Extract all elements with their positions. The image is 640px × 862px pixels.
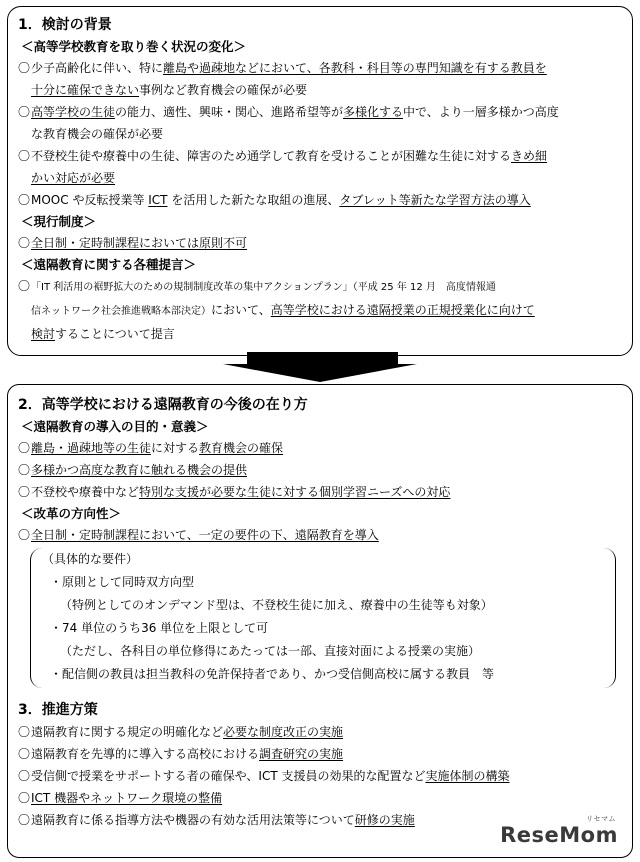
underlined-text: 全日制・定時制課程においては原則不可 (31, 236, 248, 250)
down-arrow-icon (247, 352, 398, 364)
logo-text: ReseMom (500, 823, 618, 847)
circle-bullet-icon: 〇 (18, 279, 31, 293)
circle-bullet-icon: 〇 (18, 769, 31, 783)
circle-bullet-icon: 〇 (18, 813, 31, 827)
underlined-text: きめ細 (511, 149, 548, 163)
underlined-text: タブレット等新たな学習方法の導入 (339, 193, 531, 207)
circle-bullet-icon: 〇 (18, 485, 31, 499)
text: において、 (211, 303, 271, 317)
list-item (18, 437, 624, 459)
requirement-item: ・配信側の教員は担当教科の免許保持者であり、かつ受信側高校に属する教員 等 (50, 667, 495, 681)
underlined-text: 調査研究の実施 (259, 747, 344, 761)
future-section-box (7, 384, 633, 858)
underlined-text: ICT 機器やネットワーク環境の整備 (31, 791, 223, 805)
text: （平成 25 年 12 月 高度情報通 (352, 282, 496, 293)
text: MOOC や反転授業等 (31, 193, 149, 207)
list-item (18, 145, 624, 189)
circle-bullet-icon: 〇 (18, 193, 31, 207)
list-item (18, 787, 624, 809)
circle-bullet-icon: 〇 (18, 747, 31, 761)
text: 受信側で授業をサポートする者の確保や、ICT 支援員の効果的な配置など (31, 769, 426, 783)
text: 中で、より一層多様かつ高度 (403, 105, 559, 119)
list-item (18, 232, 624, 254)
requirements-block (18, 548, 624, 694)
circle-bullet-icon: 〇 (18, 149, 31, 163)
background-section-box (7, 6, 633, 356)
requirement-item: ・74 単位のうち36 単位を上限として可 (50, 621, 269, 635)
circle-bullet-icon: 〇 (18, 236, 31, 250)
underlined-text: 離島・過疎地等の生徒 (31, 441, 152, 455)
underlined-text: 実施体制の構築 (425, 769, 510, 783)
subheading-purpose: ＜遠隔教育の導入の目的・意義＞ (21, 419, 209, 434)
requirement-note: （ただし、各科目の単位修得にあたっては一部、直接対面による授業の実施） (60, 644, 481, 658)
underlined-text: 十分に確保できない (31, 83, 140, 97)
list-item (18, 524, 624, 546)
subheading-current-system: ＜現行制度＞ (21, 214, 97, 229)
circle-bullet-icon: 〇 (18, 61, 31, 75)
list-item (18, 101, 624, 145)
section-2-title: 2．高等学校における遠隔教育の今後の在り方 (18, 397, 308, 413)
underlined-text: かい対応が必要 (31, 171, 116, 185)
underlined-text: ICT (148, 193, 168, 207)
text: の能力、適性、興味・関心、進路希望等が (115, 105, 344, 119)
text: することについて提言 (55, 327, 175, 341)
underlined-text: 離島や過疎地などにおいて、各教科・科目等の専門知識を有する教員を (163, 61, 547, 75)
underlined-text: 特別な支援が必要な生徒に対する個別学習ニーズへの対応 (139, 485, 451, 499)
underlined-text: 全日制・定時制課程において、一定の要件の下、遠隔教育を導入 (31, 528, 379, 542)
underlined-text: 検討 (31, 327, 56, 341)
text: 遠隔教育に係る指導方法や機器の有効な活用法策等について (31, 813, 355, 827)
resemom-logo (500, 815, 618, 847)
requirement-item: ・原則として同時双方向型 (50, 575, 195, 589)
text: 不登校生徒や療養中の生徒、障害のため通学して教育を受けることが困難な生徒に対する (31, 149, 512, 163)
text: に対する (151, 441, 200, 455)
section-1-title: 1．検討の背景 (18, 17, 112, 33)
list-item (18, 721, 624, 743)
text: 事例など教育機会の確保が必要 (139, 83, 308, 97)
logo-kana: リセマム (586, 815, 616, 823)
text: な教育機会の確保が必要 (31, 127, 164, 141)
section-3-title: 3．推進方策 (18, 702, 98, 718)
circle-bullet-icon: 〇 (18, 463, 31, 477)
text: を活用した新たな取組の進展、 (167, 193, 340, 207)
text: 少子高齢化に伴い、特に (31, 61, 164, 75)
underlined-text: 高等学校における遠隔授業の正規授業化に向けて (270, 303, 535, 317)
list-item (18, 481, 624, 503)
list-item (18, 275, 624, 345)
list-item (18, 743, 624, 765)
circle-bullet-icon: 〇 (18, 791, 31, 805)
text: 不登校や療養中など (31, 485, 140, 499)
text: 遠隔教育に関する規定の明確化など (31, 725, 224, 739)
list-item (18, 765, 624, 787)
list-item (18, 57, 624, 101)
arrow-head-icon (223, 364, 417, 382)
list-item (18, 459, 624, 481)
requirements-heading: （具体的な要件） (42, 552, 139, 566)
subheading-reform-direction: ＜改革の方向性＞ (21, 506, 122, 521)
requirement-note: （特例としてのオンデマンド型は、不登校生徒に加え、療養中の生徒等も対象） (60, 598, 493, 612)
underlined-text: 必要な制度改正の実施 (223, 725, 344, 739)
list-item (18, 189, 624, 211)
underlined-text: 多様かつ高度な教育に触れる機会の提供 (31, 463, 248, 477)
subheading-situation-change: ＜高等学校教育を取り巻く状況の変化＞ (21, 39, 247, 54)
subheading-proposals: ＜遠隔教育に関する各種提言＞ (21, 257, 197, 272)
text: 「IT 利活用の裾野拡大のための規制制度改革の集中アクションプラン」 (31, 282, 353, 293)
circle-bullet-icon: 〇 (18, 528, 31, 542)
circle-bullet-icon: 〇 (18, 105, 31, 119)
underlined-text: 多様化する (343, 105, 404, 119)
underlined-text: 高等学校の生徒 (31, 105, 116, 119)
text: 信ネットワーク社会推進戦略本部決定） (31, 306, 211, 317)
text: 遠隔教育を先導的に導入する高校における (31, 747, 260, 761)
underlined-text: 研修の実施 (354, 813, 415, 827)
circle-bullet-icon: 〇 (18, 441, 31, 455)
circle-bullet-icon: 〇 (18, 725, 31, 739)
underlined-text: 教育機会の確保 (199, 441, 284, 455)
